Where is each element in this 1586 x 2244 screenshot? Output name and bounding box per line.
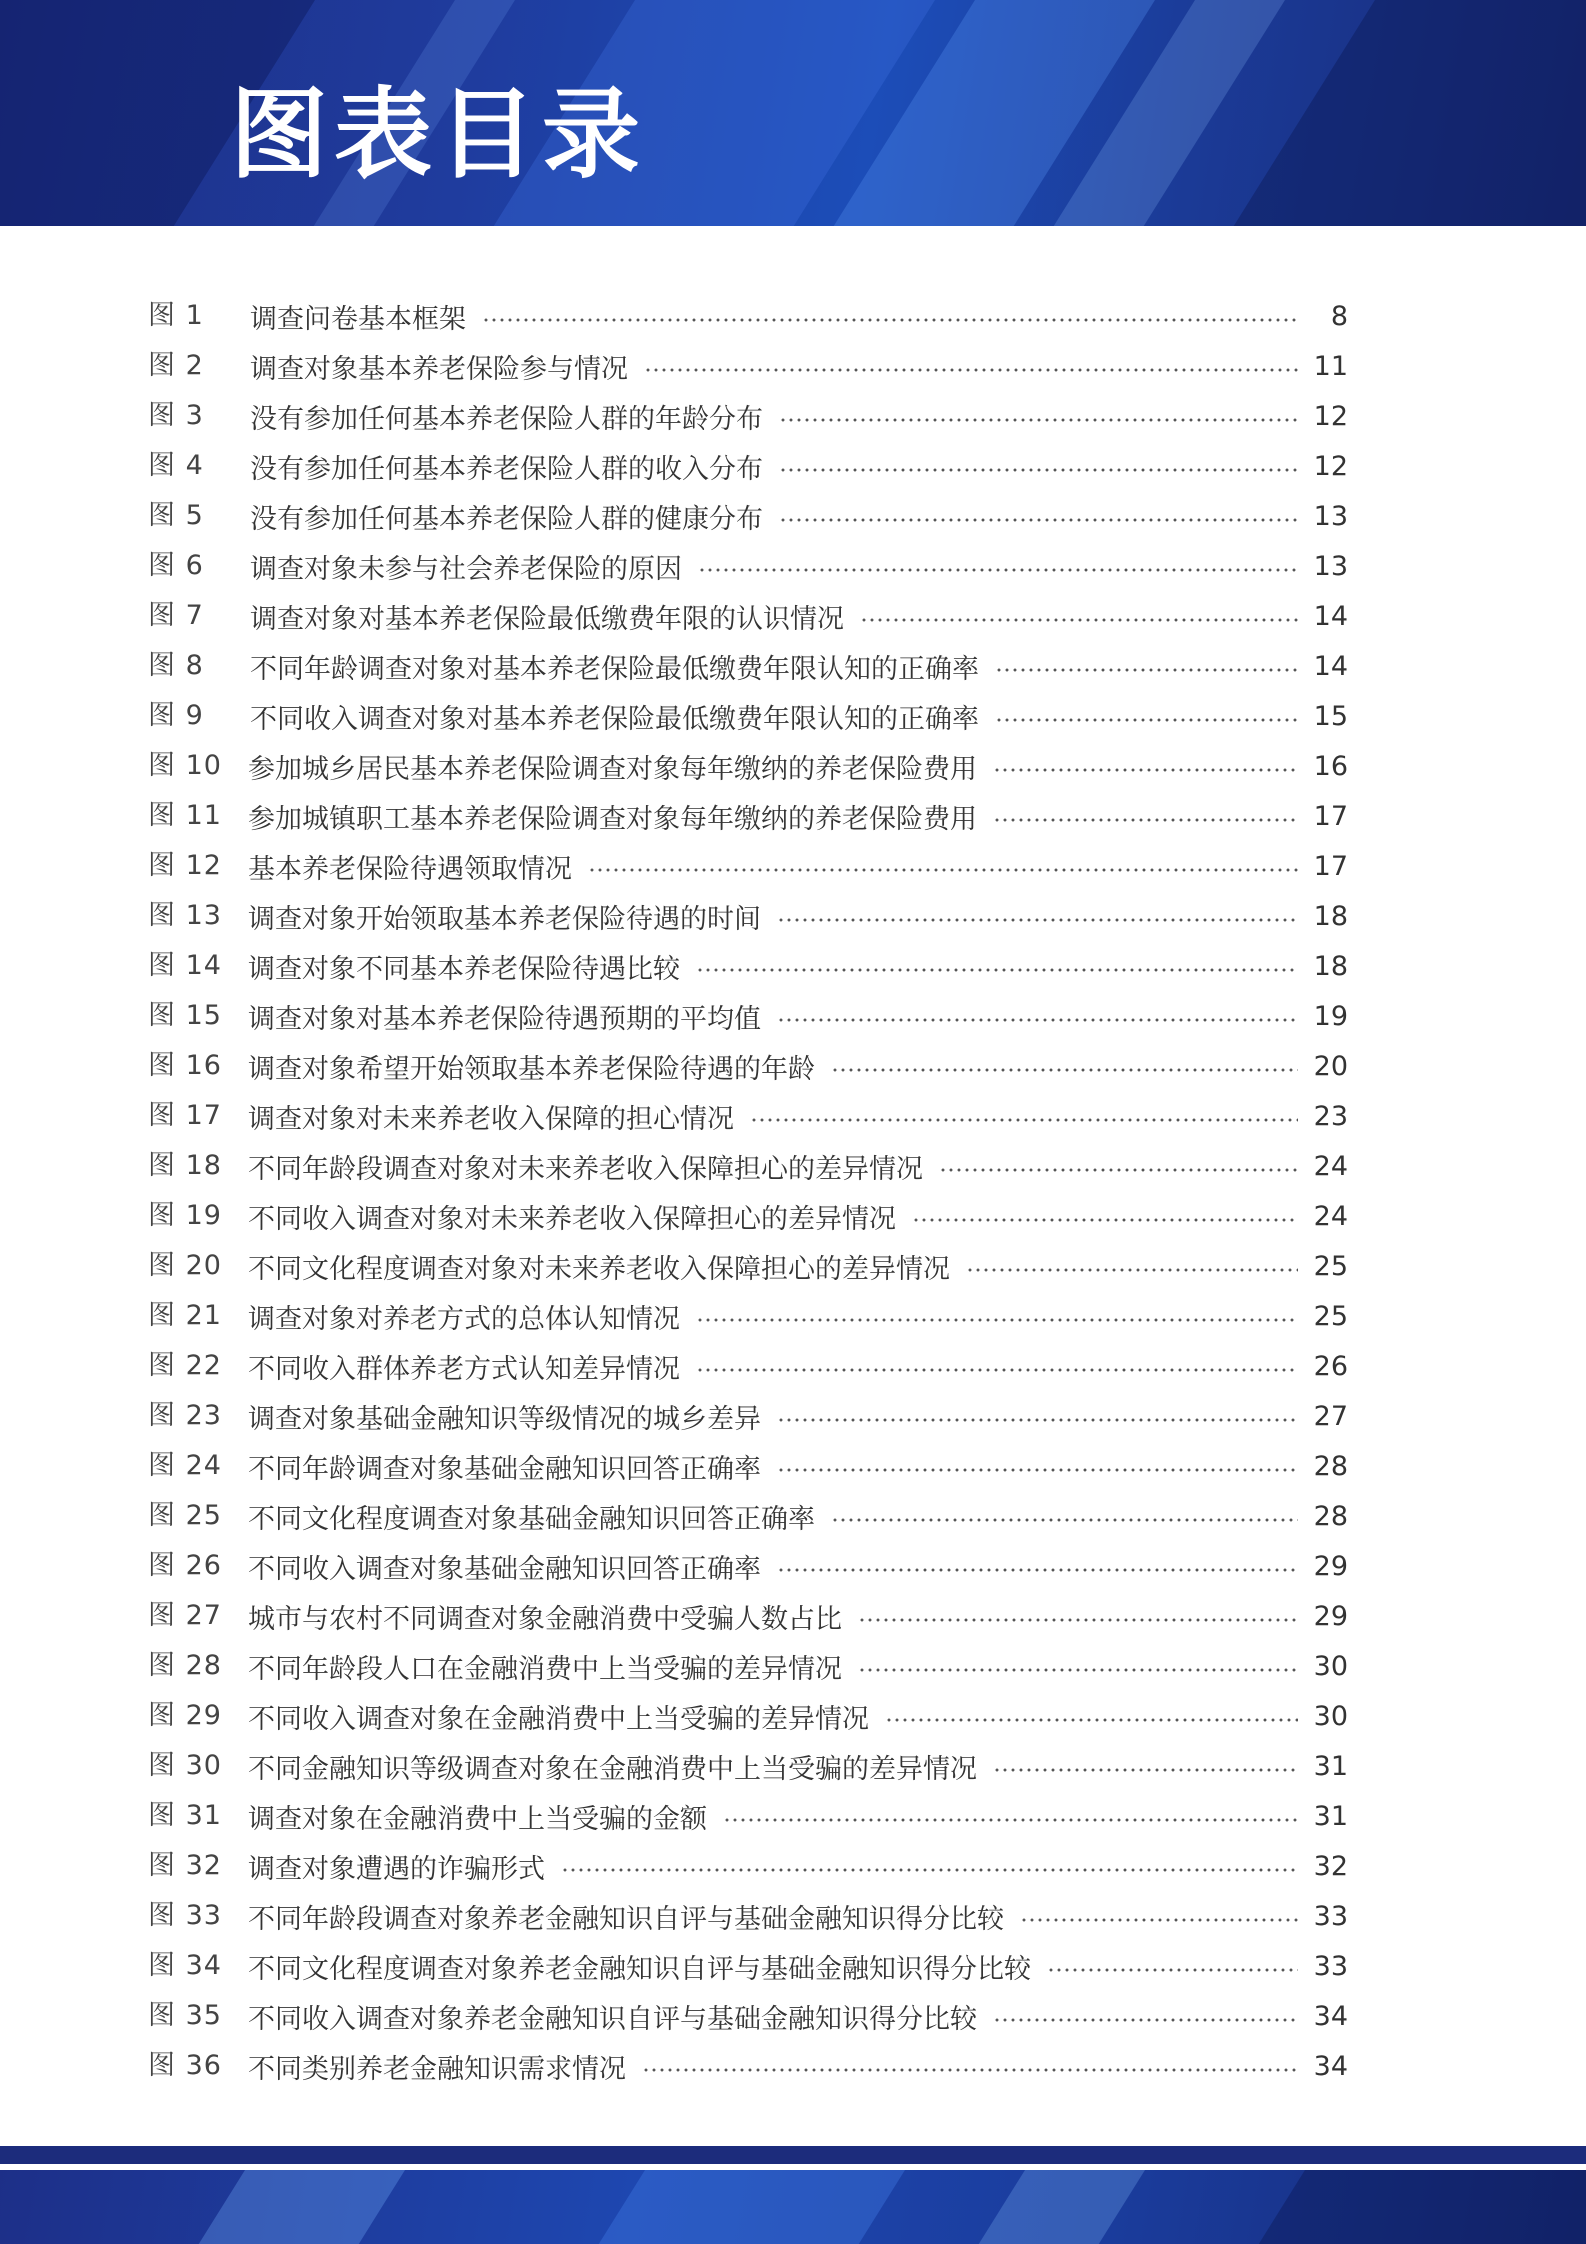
toc-entry [248,1141,1348,1191]
figure-number: 图 23 [148,1400,222,1431]
figure-number: 图 14 [148,950,222,981]
figure-title: 调查对象遭遇的诈骗形式 [248,1853,545,1885]
page-number: 20 [1313,1050,1348,1082]
dot-leader [696,1367,1298,1373]
dot-leader [698,567,1298,573]
toc-entry [248,1641,1348,1691]
dot-leader [831,1517,1298,1523]
figure-number: 图 13 [148,900,222,931]
toc-row[interactable] [148,341,1348,391]
toc-row[interactable] [148,1041,1348,1091]
dot-leader [777,1467,1298,1473]
page-number: 13 [1313,500,1348,532]
page-number: 30 [1313,1700,1348,1732]
toc-entry [250,341,1348,391]
page-number: 28 [1313,1500,1348,1532]
figure-number: 图 18 [148,1150,222,1181]
figure-number: 图 27 [148,1600,222,1631]
toc-row[interactable] [148,941,1348,991]
dot-leader [644,367,1298,373]
figure-number: 图 28 [148,1650,222,1681]
figure-title: 调查对象对基本养老保险待遇预期的平均值 [248,1003,761,1035]
page-number: 24 [1313,1150,1348,1182]
toc-row[interactable] [148,391,1348,441]
page-number: 15 [1313,700,1348,732]
toc-row[interactable] [148,591,1348,641]
figure-number: 图 25 [148,1500,222,1531]
figure-title: 调查对象希望开始领取基本养老保险待遇的年龄 [248,1053,815,1085]
dot-leader [993,2017,1298,2023]
page-number: 12 [1313,400,1348,432]
toc-entry [250,441,1348,491]
page-number: 24 [1313,1200,1348,1232]
figure-number: 图 26 [148,1550,222,1581]
figure-number: 图 1 [148,300,204,331]
dot-leader [642,2067,1298,2073]
page-number: 27 [1313,1400,1348,1432]
toc-row[interactable] [148,291,1348,341]
figure-title: 调查对象基本养老保险参与情况 [250,353,628,385]
page-number: 18 [1313,900,1348,932]
figure-title: 不同收入调查对象对基本养老保险最低缴费年限认知的正确率 [250,703,979,735]
dot-leader [885,1717,1298,1723]
page-number: 29 [1313,1550,1348,1582]
figure-number: 图 20 [148,1250,222,1281]
toc-entry [250,391,1348,441]
dot-leader [939,1167,1298,1173]
page-title: 图表目录 [230,78,647,192]
figure-title: 调查对象对养老方式的总体认知情况 [248,1303,680,1335]
dot-leader [777,917,1298,923]
toc-row[interactable] [148,491,1348,541]
page-number: 8 [1330,300,1348,332]
toc-entry [250,691,1348,741]
toc-entry [248,841,1348,891]
toc-entry [248,1941,1348,1991]
figure-number: 图 36 [148,2050,222,2081]
figure-title: 调查对象对基本养老保险最低缴费年限的认识情况 [250,603,844,635]
figure-title: 调查对象开始领取基本养老保险待遇的时间 [248,903,761,935]
page-number: 29 [1313,1600,1348,1632]
toc-entry [248,2041,1348,2091]
figure-title: 没有参加任何基本养老保险人群的健康分布 [250,503,763,535]
figure-title: 调查对象对未来养老收入保障的担心情况 [248,1103,734,1135]
page-number: 17 [1313,800,1348,832]
toc-row[interactable] [148,1091,1348,1141]
toc-row[interactable] [148,441,1348,491]
page-number: 23 [1313,1100,1348,1132]
figure-title: 参加城乡居民基本养老保险调查对象每年缴纳的养老保险费用 [248,753,977,785]
figure-number: 图 4 [148,450,204,481]
page-number: 14 [1313,600,1348,632]
dot-leader [696,967,1298,973]
figure-title: 没有参加任何基本养老保险人群的年龄分布 [250,403,763,435]
dot-leader [777,1417,1298,1423]
figure-title: 调查对象在金融消费中上当受骗的金额 [248,1803,707,1835]
toc-row[interactable] [148,1241,1348,1291]
toc-row[interactable] [148,1591,1348,1641]
toc-entry [250,491,1348,541]
page-number: 26 [1313,1350,1348,1382]
toc-row[interactable] [148,1441,1348,1491]
figure-number: 图 32 [148,1850,222,1881]
page-number: 33 [1313,1900,1348,1932]
toc-entry [248,1841,1348,1891]
toc-row[interactable] [148,1641,1348,1691]
toc-entry [248,1691,1348,1741]
figure-number: 图 3 [148,400,204,431]
page-number: 28 [1313,1450,1348,1482]
toc-entry [248,1741,1348,1791]
figure-number: 图 17 [148,1100,222,1131]
toc-row[interactable] [148,1791,1348,1841]
toc-entry [248,1591,1348,1641]
toc-entry [248,1291,1348,1341]
figure-number: 图 19 [148,1200,222,1231]
figure-title: 城市与农村不同调查对象金融消费中受骗人数占比 [248,1603,842,1635]
page-number: 25 [1313,1300,1348,1332]
toc-row[interactable] [148,641,1348,691]
figure-title: 不同类别养老金融知识需求情况 [248,2053,626,2085]
figure-number: 图 16 [148,1050,222,1081]
toc-row[interactable] [148,1541,1348,1591]
figure-title: 调查对象基础金融知识等级情况的城乡差异 [248,1403,761,1435]
figure-number: 图 15 [148,1000,222,1031]
figure-number: 图 35 [148,2000,222,2031]
dot-leader [858,1667,1298,1673]
figure-number: 图 6 [148,550,204,581]
figure-title: 不同收入调查对象基础金融知识回答正确率 [248,1553,761,1585]
toc-row[interactable] [148,1391,1348,1441]
figure-number: 图 21 [148,1300,222,1331]
toc-entry [250,641,1348,691]
dot-leader [993,1767,1298,1773]
page-number: 33 [1313,1950,1348,1982]
page-number: 18 [1313,950,1348,982]
figure-title: 不同年龄段人口在金融消费中上当受骗的差异情况 [248,1653,842,1685]
toc-row[interactable] [148,1191,1348,1241]
toc-entry [250,541,1348,591]
footer-band [0,2146,1586,2164]
dot-leader [779,417,1298,423]
figure-title: 不同年龄调查对象对基本养老保险最低缴费年限认知的正确率 [250,653,979,685]
footer-streak [595,2170,905,2244]
figure-title: 不同收入群体养老方式认知差异情况 [248,1353,680,1385]
dot-leader [993,767,1298,773]
toc-row[interactable] [148,1941,1348,1991]
dot-leader [588,867,1298,873]
figure-number: 图 34 [148,1950,222,1981]
toc-entry [250,591,1348,641]
page-number: 16 [1313,750,1348,782]
dot-leader [561,1867,1298,1873]
page-number: 34 [1313,2050,1348,2082]
footer-streak [1255,2170,1586,2244]
toc-row[interactable] [148,2041,1348,2091]
toc-row[interactable] [148,1341,1348,1391]
toc-entry [248,1341,1348,1391]
dot-leader [777,1017,1298,1023]
figure-title: 不同文化程度调查对象对未来养老收入保障担心的差异情况 [248,1253,950,1285]
page-number: 34 [1313,2000,1348,2032]
toc-row[interactable] [148,991,1348,1041]
figure-title: 不同文化程度调查对象养老金融知识自评与基础金融知识得分比较 [248,1953,1031,1985]
figure-number: 图 22 [148,1350,222,1381]
dot-leader [482,317,1298,323]
toc-row[interactable] [148,891,1348,941]
toc-row[interactable] [148,1141,1348,1191]
toc-entry [248,991,1348,1041]
toc-row[interactable] [148,1891,1348,1941]
dot-leader [860,617,1298,623]
toc-entry [248,1891,1348,1941]
toc-entry [248,1041,1348,1091]
dot-leader [858,1617,1298,1623]
toc-row[interactable] [148,1491,1348,1541]
dot-leader [912,1217,1298,1223]
footer-banner [0,2146,1586,2244]
figure-title: 没有参加任何基本养老保险人群的收入分布 [250,453,763,485]
dot-leader [831,1067,1298,1073]
dot-leader [1020,1917,1298,1923]
toc-entry [248,741,1348,791]
dot-leader [779,467,1298,473]
figure-title: 调查问卷基本框架 [250,303,466,335]
page-number: 11 [1313,350,1348,382]
toc-entry [248,1091,1348,1141]
toc-entry [248,1991,1348,2041]
toc-row[interactable] [148,691,1348,741]
page-number: 25 [1313,1250,1348,1282]
dot-leader [696,1317,1298,1323]
figure-number: 图 24 [148,1450,222,1481]
figure-title: 不同收入调查对象在金融消费中上当受骗的差异情况 [248,1703,869,1735]
page-number: 32 [1313,1850,1348,1882]
figure-number: 图 31 [148,1800,222,1831]
toc-entry [248,1241,1348,1291]
toc-entry [248,1191,1348,1241]
toc-entry [248,1541,1348,1591]
dot-leader [995,667,1298,673]
page-number: 12 [1313,450,1348,482]
figure-number: 图 10 [148,750,222,781]
figure-title: 不同年龄调查对象基础金融知识回答正确率 [248,1453,761,1485]
figure-title: 基本养老保险待遇领取情况 [248,853,572,885]
toc-row[interactable] [148,841,1348,891]
figure-number: 图 12 [148,850,222,881]
toc-entry [248,1391,1348,1441]
figure-title: 不同收入调查对象养老金融知识自评与基础金融知识得分比较 [248,2003,977,2035]
toc-row[interactable] [148,1291,1348,1341]
page-number: 14 [1313,650,1348,682]
dot-leader [1047,1967,1298,1973]
dot-leader [750,1117,1298,1123]
figure-number: 图 29 [148,1700,222,1731]
toc-entry [248,891,1348,941]
dot-leader [966,1267,1298,1273]
toc-row[interactable] [148,1841,1348,1891]
figure-number: 图 9 [148,700,204,731]
dot-leader [779,517,1298,523]
page-number: 30 [1313,1650,1348,1682]
dot-leader [723,1817,1298,1823]
toc-entry [248,941,1348,991]
toc-entry [248,1791,1348,1841]
figure-title: 调查对象未参与社会养老保险的原因 [250,553,682,585]
page-number: 31 [1313,1750,1348,1782]
figure-title: 参加城镇职工基本养老保险调查对象每年缴纳的养老保险费用 [248,803,977,835]
toc-row[interactable] [148,741,1348,791]
figure-title: 不同年龄段调查对象对未来养老收入保障担心的差异情况 [248,1153,923,1185]
footer-streak [975,2170,1145,2244]
footer-streak [195,2170,405,2244]
toc-row[interactable] [148,541,1348,591]
page-number: 13 [1313,550,1348,582]
toc-entry [248,1441,1348,1491]
figure-title: 不同年龄段调查对象养老金融知识自评与基础金融知识得分比较 [248,1903,1004,1935]
figure-number: 图 5 [148,500,204,531]
dot-leader [995,717,1298,723]
toc-entry [248,1491,1348,1541]
toc-row[interactable] [148,1991,1348,2041]
figure-title: 不同文化程度调查对象基础金融知识回答正确率 [248,1503,815,1535]
toc-entry [250,291,1348,341]
figure-number: 图 2 [148,350,204,381]
figure-title: 不同收入调查对象对未来养老收入保障担心的差异情况 [248,1203,896,1235]
page-number: 31 [1313,1800,1348,1832]
dot-leader [777,1567,1298,1573]
figure-number: 图 11 [148,800,222,831]
figure-number: 图 33 [148,1900,222,1931]
toc-row[interactable] [148,1691,1348,1741]
figure-title: 调查对象不同基本养老保险待遇比较 [248,953,680,985]
figure-number: 图 30 [148,1750,222,1781]
toc-entry [248,791,1348,841]
toc-row[interactable] [148,1741,1348,1791]
dot-leader [993,817,1298,823]
toc-row[interactable] [148,791,1348,841]
figure-number: 图 8 [148,650,204,681]
page-number: 17 [1313,850,1348,882]
page-number: 19 [1313,1000,1348,1032]
figure-title: 不同金融知识等级调查对象在金融消费中上当受骗的差异情况 [248,1753,977,1785]
figure-number: 图 7 [148,600,204,631]
